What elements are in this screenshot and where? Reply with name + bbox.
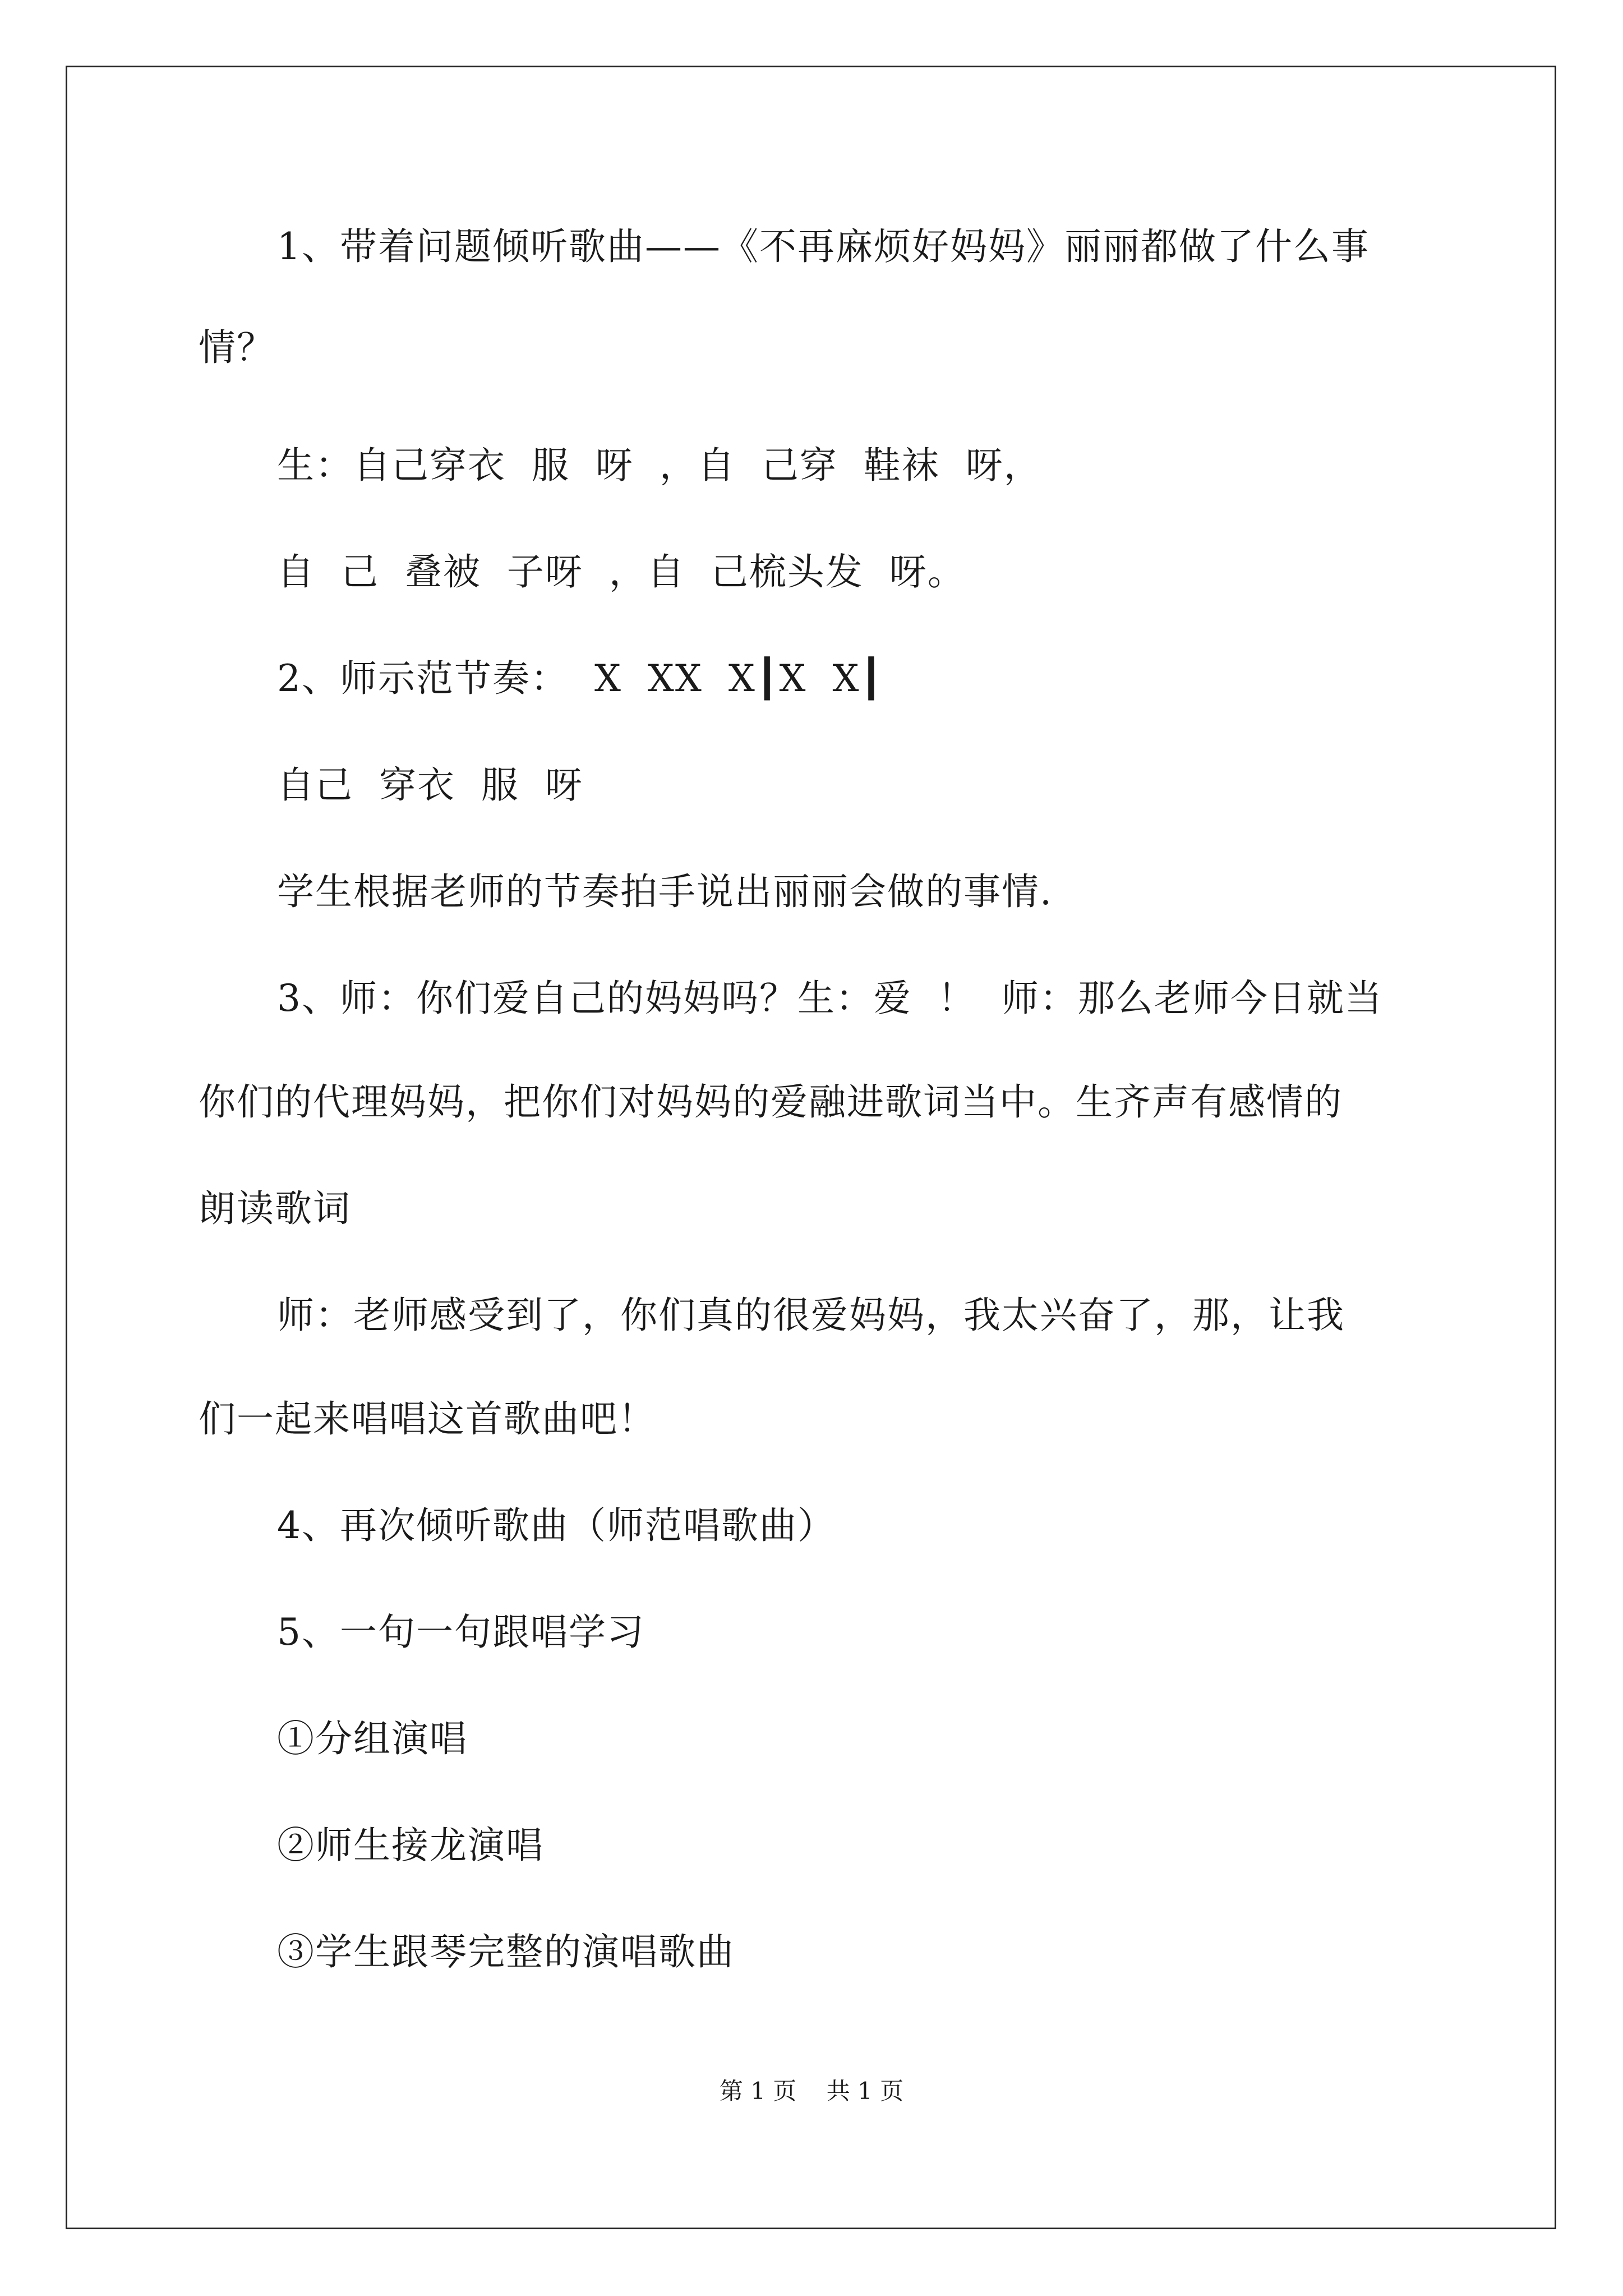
- paragraph-line-10: 朗读歌词: [199, 1187, 351, 1230]
- paragraph-line-8: 3、师：你们爱自己的妈妈吗？生：爱 ！ 师：那么老师今日就当: [277, 977, 1383, 1020]
- paragraph-line-6: 自己 穿衣 服 呀: [277, 763, 583, 807]
- paragraph-line-12: 们一起来唱唱这首歌曲吧！: [199, 1397, 656, 1441]
- paragraph-line-5: 2、师示范节奏： X XX X┃X X┃: [277, 657, 884, 700]
- paragraph-line-4: 自 己 叠被 子呀 ，自 己梳头发 呀。: [277, 550, 966, 593]
- paragraph-line-3: 生：自己穿衣 服 呀 ，自 己穿 鞋袜 呀，: [277, 444, 1042, 487]
- paragraph-line-9: 你们的代理妈妈，把你们对妈妈的爱融进歌词当中。生齐声有感情的: [199, 1080, 1343, 1124]
- paragraph-line-16: ②师生接龙演唱: [277, 1824, 544, 1867]
- paragraph-line-1: 1、带着问题倾听歌曲——《不再麻烦好妈妈》丽丽都做了什么事: [277, 225, 1370, 268]
- paragraph-line-14: 5、一句一句跟唱学习: [277, 1611, 645, 1654]
- paragraph-line-7: 学生根据老师的节奏拍手说出丽丽会做的事情.: [277, 870, 1053, 913]
- paragraph-line-15: ①分组演唱: [277, 1717, 468, 1760]
- paragraph-line-13: 4、再次倾听歌曲（师范唱歌曲）: [277, 1504, 836, 1547]
- paragraph-line-17: ③学生跟琴完整的演唱歌曲: [277, 1930, 735, 1973]
- paragraph-line-11: 师：老师感受到了，你们真的很爱妈妈，我太兴奋了，那，让我: [277, 1294, 1345, 1337]
- page-number-footer: 第 1 页 共 1 页: [719, 2077, 904, 2105]
- page-border: [66, 66, 1556, 2229]
- paragraph-line-2: 情？: [199, 326, 275, 369]
